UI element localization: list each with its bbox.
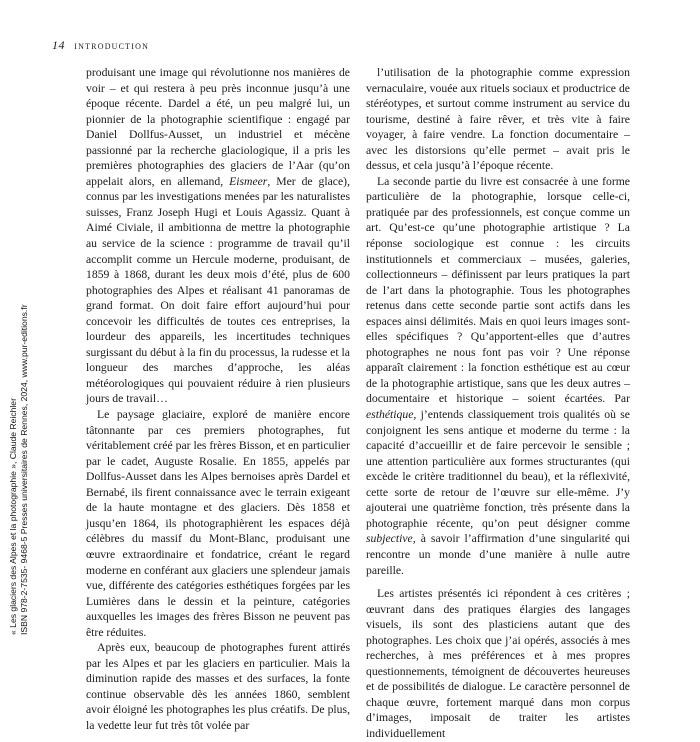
italic-text: Eismeer <box>229 174 268 188</box>
italic-text: esthétique, <box>366 408 417 422</box>
text: Le paysage glaciaire, exploré de manière encore tâtonnante par ces premiers photographes, fut véritablement créé par les frères Bisson, et en particulier par le cadet, Auguste Rosalie. En 1855, appelés par Dollfus-Ausset dans les Alpes bernoises après Dardel et Bernabé, ils firent connaissance avec le terrain exigeant de la haute montagne et des glaciers. Dès 1858 et jusqu’en 1864, ils photographièrent les espaces déjà célèbres du massif du Mont-Blanc, produisant une œuvre extraordinaire et fondatrice, créant le regard moderne en conférant aux glaciers une splendeur jamais vue, différente des catégories esthétiques forgées par les Lumières dans le dessin et la peinture, catégories auxquelles les images des frères Bisson ne peuvent pas être réduites. <box>86 408 350 639</box>
paragraph <box>366 174 630 578</box>
running-header <box>52 38 149 53</box>
text: à savoir l’affirmation d’une singularité qui rencontre un monde d’une manière à nulle autre pareille. <box>366 532 630 577</box>
side-credit-line-2: ISBN 978-2-7535- 9468-5 Presses universitaires de Rennes, 2024, www.pur-editions.fr <box>18 304 29 635</box>
italic-text: subjective, <box>366 532 416 546</box>
text: La seconde partie du livre est consacrée à une forme particulière de la photographie, lorsque celle-ci, pratiquée par des professionnels, est conçue comme un art. Qu’est-ce qu’une photographie artistique ? La réponse sociologique est connue : les circuits institutionnels et commerciaux – musées, galeries, collectionneurs – définissent par leurs pratiques la part de l’art dans la photographie. Tous les photographes retenus dans cette seconde partie sont actifs dans les espaces ainsi délimités. Mais en quoi leurs images sont-elles spécifiques ? Qu’apportent-elles que d’autres photographes ne nous font pas voir ? Une réponse apparaît clairement : la fonction esthétique est au cœur de la photographie artistique, sans que les deux autres – documentaire et historique – soient écartées. Par <box>366 174 630 406</box>
left-column <box>86 65 350 734</box>
side-credit-line-1: « Les glaciers des Alpes et la photographie », Claude Reichler <box>8 398 18 635</box>
paragraph <box>86 65 350 407</box>
page-number: 14 <box>52 38 65 52</box>
text: l’utilisation de la photographie comme expression vernaculaire, vouée aux rituels sociaux et productrice de stéréotypes, et surtout comme instrument au service du tourisme, destiné à faire rêver, et très vite à faire voyager, à faire vendre. La fonction documentaire – avec les distorsions qu’elle permet – avait pris le dessus, et cela jusqu’à l’époque récente. <box>366 66 630 173</box>
side-credit <box>8 304 29 635</box>
text: j’entends classiquement trois qualités où se conjoignent les sens antique et moderne du terme : la capacité d’accueillir et de faire percevoir le sensible ; une attention particulière aux formes structurantes (qui excède le critère traditionnel du beau), et la réflexivité, cette sorte de retour de l’œuvre sur elle-même. J’y ajouterai une quatrième fonction, très présente dans la photographie récente, qu’on peut désigner comme <box>366 408 630 530</box>
text: Après eux, beaucoup de photographes furent attirés par les Alpes et par les glaciers en particulier. Mais la diminution rapide des masses et des surfaces, la fonte continue observable dès les années 1860, semblent avoir éloigné les photographes les plus créatifs. De plus, la vedette leur fut très tôt volée par <box>86 641 350 732</box>
paragraph <box>86 640 350 733</box>
text: produisant une image qui révolutionne nos manières de voir – et qui restera à peu près inconnue jusqu’à une époque récente. Dardel a été, un peu malgré lui, un pionnier de la photographie scientifique : engagé par Daniel Dollfus-Ausset, un industriel et mécène passionné par la recherche glaciologique, il a pris les premières photographies des glaciers de l’Aar (qu’on appelait alors, en allemand, <box>86 66 350 188</box>
section-title: introduction <box>74 40 150 52</box>
paragraph <box>86 407 350 640</box>
paragraph <box>366 65 630 174</box>
text: Les artistes présentés ici répondent à ces critères ; œuvrant dans des pratiques élargies des langages visuels, ils sont des plasticiens autant que des photographes. Les choix que j’ai opérés, associés à mes recherches, à mes préférences et à mes propres questionnements, témoignent de découvertes heureuses et de possibilités de dialogue. Le caractère personnel de chaque œuvre, fortement marqué dans mon corpus d’images, imposait de traiter les artistes individuellement <box>366 587 630 740</box>
paragraph-gap <box>366 578 630 586</box>
text: , Mer de glace), connus par les investigations menées par les naturalistes suisses, Franz Joseph Hugi et Louis Agassiz. Quant à Aimé Civiale, il ambitionna de mettre la photographie au service de la science : programme de travail qu’il accomplit comme un Hercule moderne, produisant, de 1859 à 1868, durant les deux mois d’été, plus de 600 photographies des Alpes et réalisant 41 panoramas de grand format. On doit faire effort aujourd’hui pour concevoir les difficultés de toutes ces entreprises, la lourdeur des appareils, les incertitudes techniques surgissant du début à la fin du processus, la rudesse et la longueur des marches d’approche, les aléas météorologiques qui pouvaient réduire à rien plusieurs jours de travail… <box>86 174 350 406</box>
paragraph <box>366 586 630 741</box>
right-column <box>366 65 630 742</box>
